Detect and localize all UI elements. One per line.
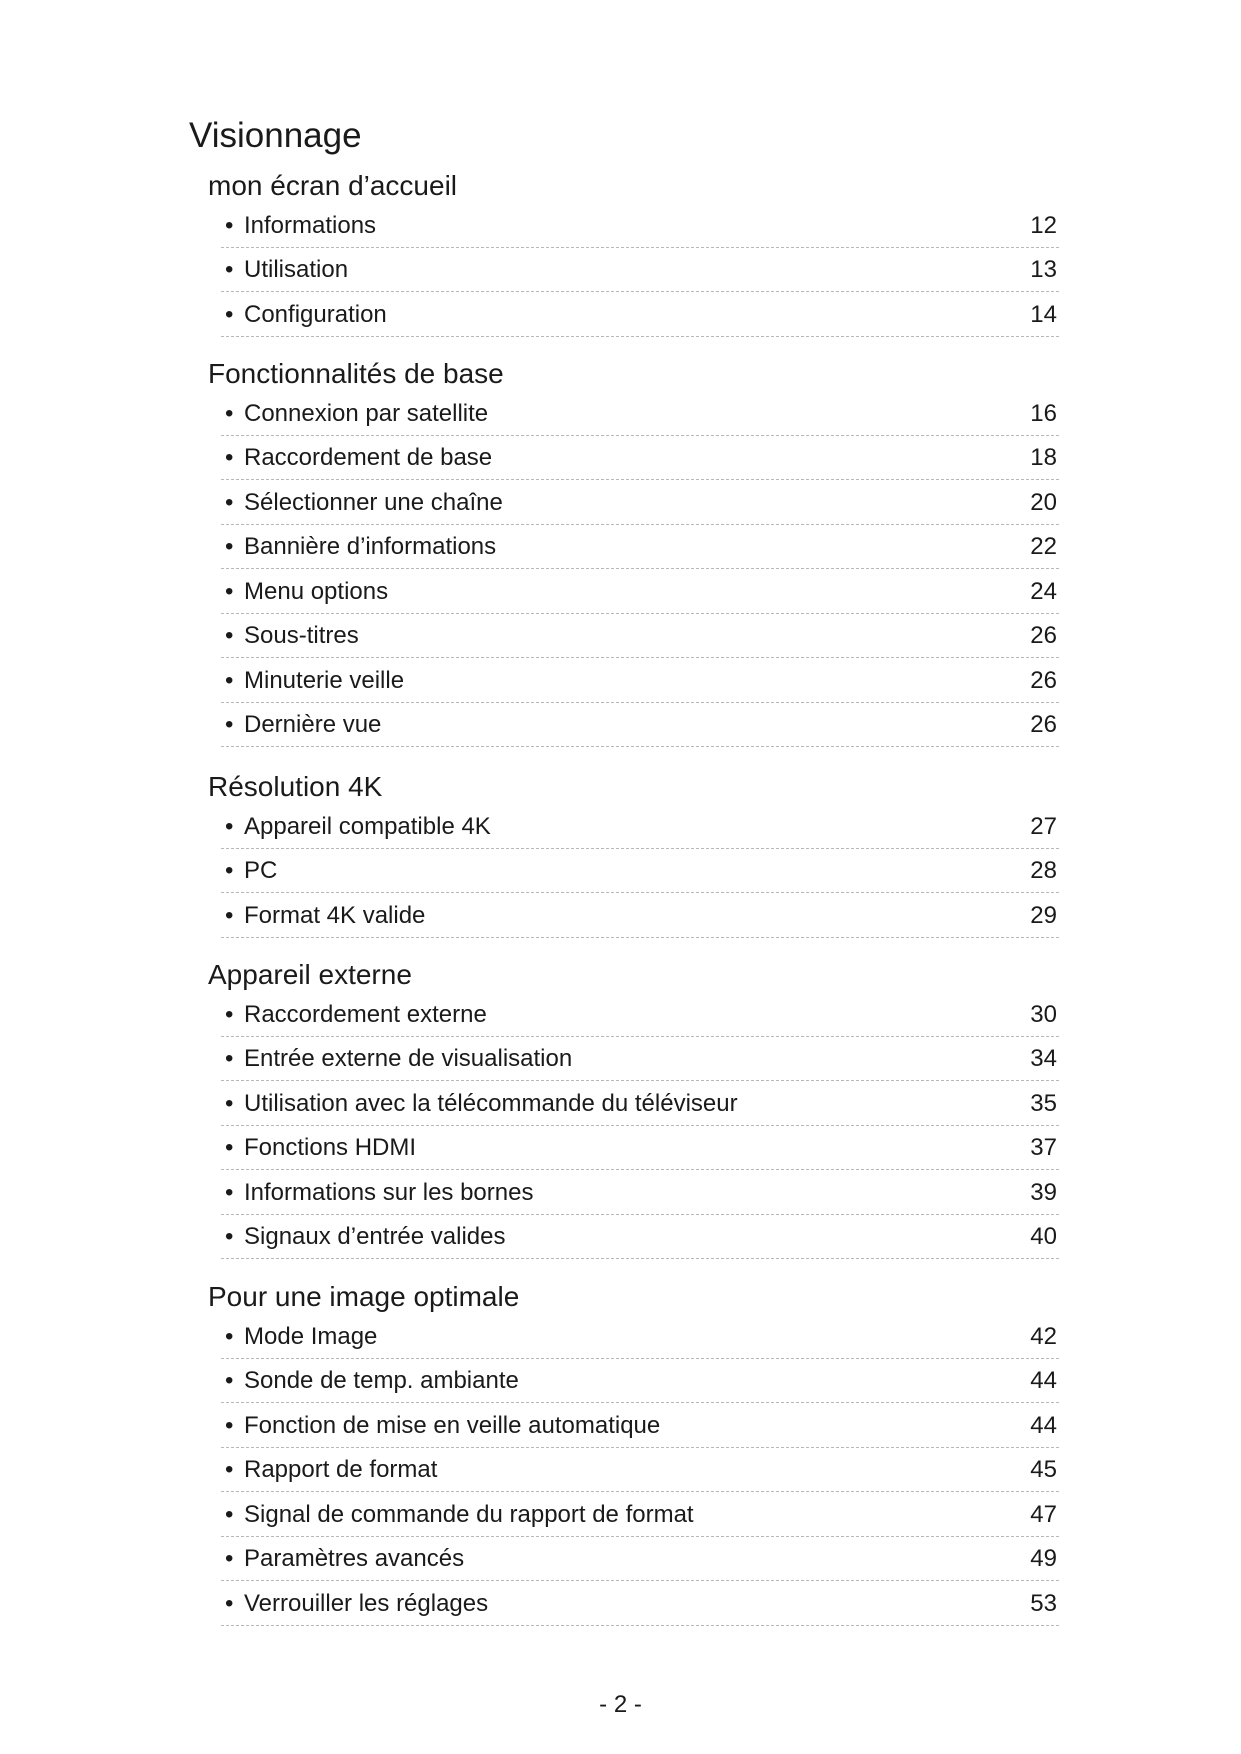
section-title: mon écran d’accueil	[208, 170, 458, 201]
bullet: •	[225, 1089, 234, 1117]
entry-page-number: 40	[1030, 1223, 1057, 1250]
entry-label: Utilisation	[244, 256, 349, 283]
section-title: Pour une image optimale	[208, 1281, 520, 1312]
toc-entry[interactable]	[221, 1215, 1059, 1260]
entry-page-number: 12	[1030, 211, 1057, 239]
bullet: •	[225, 1411, 234, 1439]
toc-entry[interactable]	[221, 849, 1059, 894]
page-title: Visionnage	[189, 116, 362, 155]
entry-page-number: 26	[1030, 622, 1057, 649]
bullet: •	[225, 1500, 234, 1528]
entry-page-number: 26	[1030, 666, 1057, 694]
toc-entry[interactable]	[221, 658, 1059, 703]
bullet: •	[225, 1456, 234, 1483]
bullet: •	[225, 577, 234, 605]
toc-entry[interactable]	[221, 1081, 1059, 1126]
entry-page-number: 35	[1030, 1089, 1057, 1117]
entry-page-number: 34	[1030, 1045, 1057, 1072]
bullet: •	[225, 1589, 234, 1617]
entry-page-number: 44	[1030, 1367, 1057, 1394]
section-title: Appareil externe	[208, 959, 412, 990]
entry-page-number: 45	[1030, 1456, 1057, 1483]
bullet: •	[225, 901, 234, 929]
bullet: •	[225, 1045, 234, 1072]
entry-label: Fonctions HDMI	[244, 1134, 417, 1161]
bullet: •	[225, 1322, 234, 1350]
entry-label: Fonction de mise en veille automatique	[244, 1411, 661, 1439]
section-title: Résolution 4K	[208, 771, 383, 802]
page-footer-number: - 2 -	[599, 1691, 642, 1718]
toc-entry[interactable]	[221, 804, 1059, 849]
entry-page-number: 24	[1030, 577, 1057, 605]
toc-entry[interactable]	[221, 1537, 1059, 1582]
toc-entry[interactable]	[221, 525, 1059, 570]
toc-entry[interactable]	[221, 703, 1059, 748]
bullet: •	[225, 1178, 234, 1206]
entry-page-number: 42	[1030, 1322, 1057, 1350]
entry-label: Signaux d’entrée valides	[244, 1223, 506, 1250]
toc-entry[interactable]	[221, 893, 1059, 938]
entry-label: Informations sur les bornes	[244, 1178, 534, 1206]
entry-label: Sonde de temp. ambiante	[244, 1367, 519, 1394]
bullet: •	[225, 711, 234, 738]
entry-page-number: 49	[1030, 1545, 1057, 1572]
section-title: Fonctionnalités de base	[208, 358, 504, 389]
toc-entry[interactable]	[221, 436, 1059, 481]
entry-label: Informations	[244, 211, 377, 239]
entry-page-number: 18	[1030, 444, 1057, 471]
bullet: •	[225, 399, 234, 427]
bullet: •	[225, 488, 234, 516]
entry-label: Raccordement externe	[244, 1000, 487, 1028]
toc-entry[interactable]	[221, 1359, 1059, 1404]
bullet: •	[225, 1000, 234, 1028]
bullet: •	[225, 211, 234, 239]
toc-entry[interactable]	[221, 391, 1059, 436]
entry-page-number: 53	[1030, 1589, 1057, 1617]
toc-entry[interactable]	[221, 1581, 1059, 1626]
toc-entry[interactable]	[221, 248, 1059, 293]
entry-label: Entrée externe de visualisation	[244, 1045, 573, 1072]
toc-entry[interactable]	[221, 203, 1059, 248]
entry-label: Sous-titres	[244, 622, 359, 649]
toc-entry[interactable]	[221, 480, 1059, 525]
bullet: •	[225, 1223, 234, 1250]
bullet: •	[225, 1367, 234, 1394]
entry-label: Configuration	[244, 300, 387, 328]
entry-page-number: 27	[1030, 812, 1057, 840]
entry-page-number: 47	[1030, 1500, 1057, 1528]
bullet: •	[225, 256, 234, 283]
entry-page-number: 44	[1030, 1411, 1057, 1439]
entry-label: Raccordement de base	[244, 444, 493, 471]
entry-page-number: 37	[1030, 1134, 1057, 1161]
entry-page-number: 39	[1030, 1178, 1057, 1206]
toc-entry[interactable]	[221, 1448, 1059, 1493]
entry-page-number: 22	[1030, 533, 1057, 560]
toc-entry[interactable]	[221, 1314, 1059, 1359]
entry-label: Menu options	[244, 577, 389, 605]
entry-label: Format 4K valide	[244, 901, 426, 929]
entry-page-number: 28	[1030, 857, 1057, 884]
entry-label: Connexion par satellite	[244, 399, 489, 427]
bullet: •	[225, 857, 234, 884]
entry-label: Rapport de format	[244, 1456, 438, 1483]
toc-entry[interactable]	[221, 1037, 1059, 1082]
bullet: •	[225, 1545, 234, 1572]
entry-label: Minuterie veille	[244, 666, 405, 694]
toc-entry[interactable]	[221, 292, 1059, 337]
entry-page-number: 16	[1030, 399, 1057, 427]
entry-page-number: 29	[1030, 901, 1057, 929]
bullet: •	[225, 622, 234, 649]
entry-label: Appareil compatible 4K	[244, 812, 491, 840]
bullet: •	[225, 666, 234, 694]
entry-page-number: 20	[1030, 488, 1057, 516]
entry-page-number: 13	[1030, 256, 1057, 283]
entry-label: Bannière d’informations	[244, 533, 497, 560]
toc-entry[interactable]	[221, 569, 1059, 614]
bullet: •	[225, 812, 234, 840]
entry-label: Dernière vue	[244, 711, 382, 738]
bullet: •	[225, 1134, 234, 1161]
entry-label: Paramètres avancés	[244, 1545, 465, 1572]
entry-label: Signal de commande du rapport de format	[244, 1500, 694, 1528]
toc-entry[interactable]	[221, 1126, 1059, 1171]
entry-label: Verrouiller les réglages	[244, 1589, 489, 1617]
entry-page-number: 26	[1030, 711, 1057, 738]
entry-page-number: 14	[1030, 300, 1057, 328]
bullet: •	[225, 533, 234, 560]
entry-page-number: 30	[1030, 1000, 1057, 1028]
entry-label: Utilisation avec la télécommande du téléviseur	[244, 1089, 738, 1117]
toc-entry[interactable]	[221, 1492, 1059, 1537]
entry-label: PC	[244, 857, 278, 884]
entry-label: Sélectionner une chaîne	[244, 488, 503, 516]
toc-entry[interactable]	[221, 614, 1059, 659]
bullet: •	[225, 444, 234, 471]
entry-label: Mode Image	[244, 1322, 378, 1350]
toc-entry[interactable]	[221, 992, 1059, 1037]
toc-entry[interactable]	[221, 1170, 1059, 1215]
toc-entry[interactable]	[221, 1403, 1059, 1448]
bullet: •	[225, 300, 234, 328]
